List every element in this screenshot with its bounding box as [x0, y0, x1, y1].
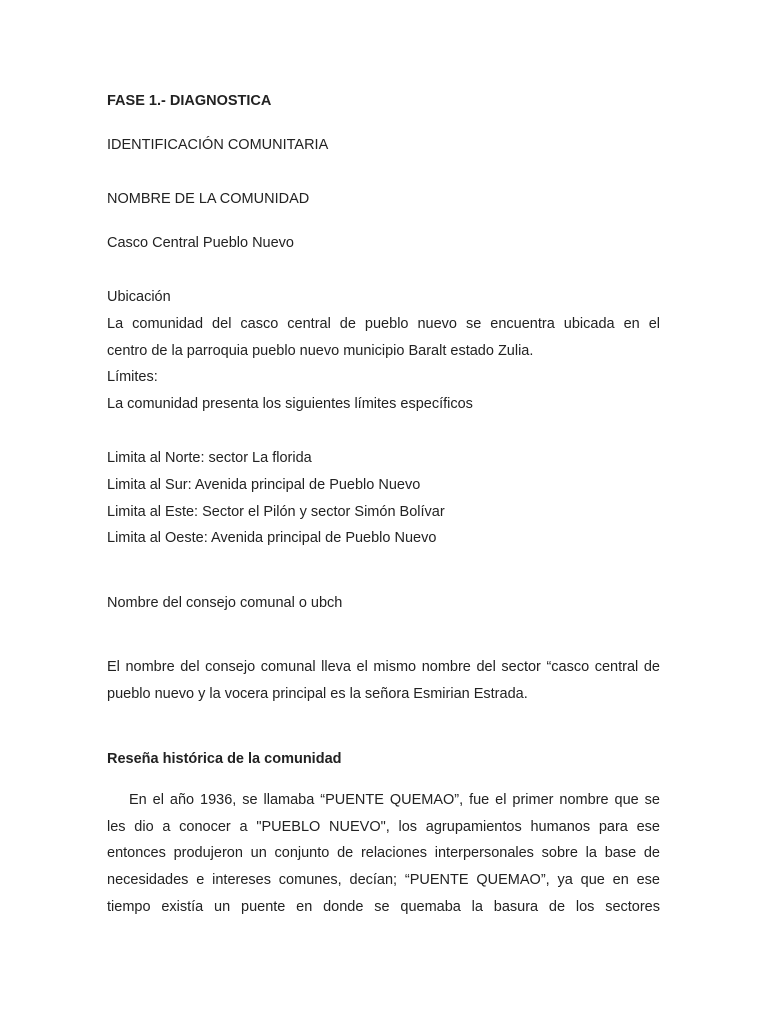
section-nombre-comunidad: NOMBRE DE LA COMUNIDAD	[107, 191, 310, 207]
consejo-label: Nombre del consejo comunal o ubch	[107, 595, 343, 611]
limites-label: Límites:	[107, 369, 158, 385]
resena-text-line4: necesidades e intereses comunes, decían; “PUENTE QUEMAO”, ya que en ese	[107, 872, 660, 888]
consejo-text-line1: El nombre del consejo comunal lleva el mismo nombre del sector “casco central de	[107, 659, 660, 675]
consejo-text-line2: pueblo nuevo y la vocera principal es la señora Esmirian Estrada.	[107, 686, 528, 702]
resena-text-line2: les dio a conocer a "PUEBLO NUEVO", los agrupamientos humanos para ese	[107, 819, 660, 835]
section-identificacion: IDENTIFICACIÓN COMUNITARIA	[107, 137, 329, 153]
ubicacion-label: Ubicación	[107, 289, 171, 305]
limite-oeste: Limita al Oeste: Avenida principal de Pueblo Nuevo	[107, 530, 437, 546]
resena-text-line5: tiempo existía un puente en donde se quemaba la basura de los sectores	[107, 899, 660, 915]
ubicacion-text-line2: centro de la parroquia pueblo nuevo municipio Baralt estado Zulia.	[107, 343, 534, 359]
community-name: Casco Central Pueblo Nuevo	[107, 235, 294, 251]
resena-text-line3: entonces produjeron un conjunto de relaciones interpersonales sobre la base de	[107, 845, 660, 861]
phase-heading: FASE 1.- DIAGNOSTICA	[107, 93, 272, 109]
ubicacion-text-line1: La comunidad del casco central de pueblo nuevo se encuentra ubicada en el	[107, 316, 660, 332]
limite-este: Limita al Este: Sector el Pilón y sector Simón Bolívar	[107, 504, 445, 520]
resena-text-line1: En el año 1936, se llamaba “PUENTE QUEMAO”, fue el primer nombre que se	[129, 792, 660, 808]
limite-norte: Limita al Norte: sector La florida	[107, 450, 312, 466]
limite-sur: Limita al Sur: Avenida principal de Pueblo Nuevo	[107, 477, 421, 493]
resena-title: Reseña histórica de la comunidad	[107, 751, 342, 767]
limites-intro: La comunidad presenta los siguientes límites específicos	[107, 396, 473, 412]
